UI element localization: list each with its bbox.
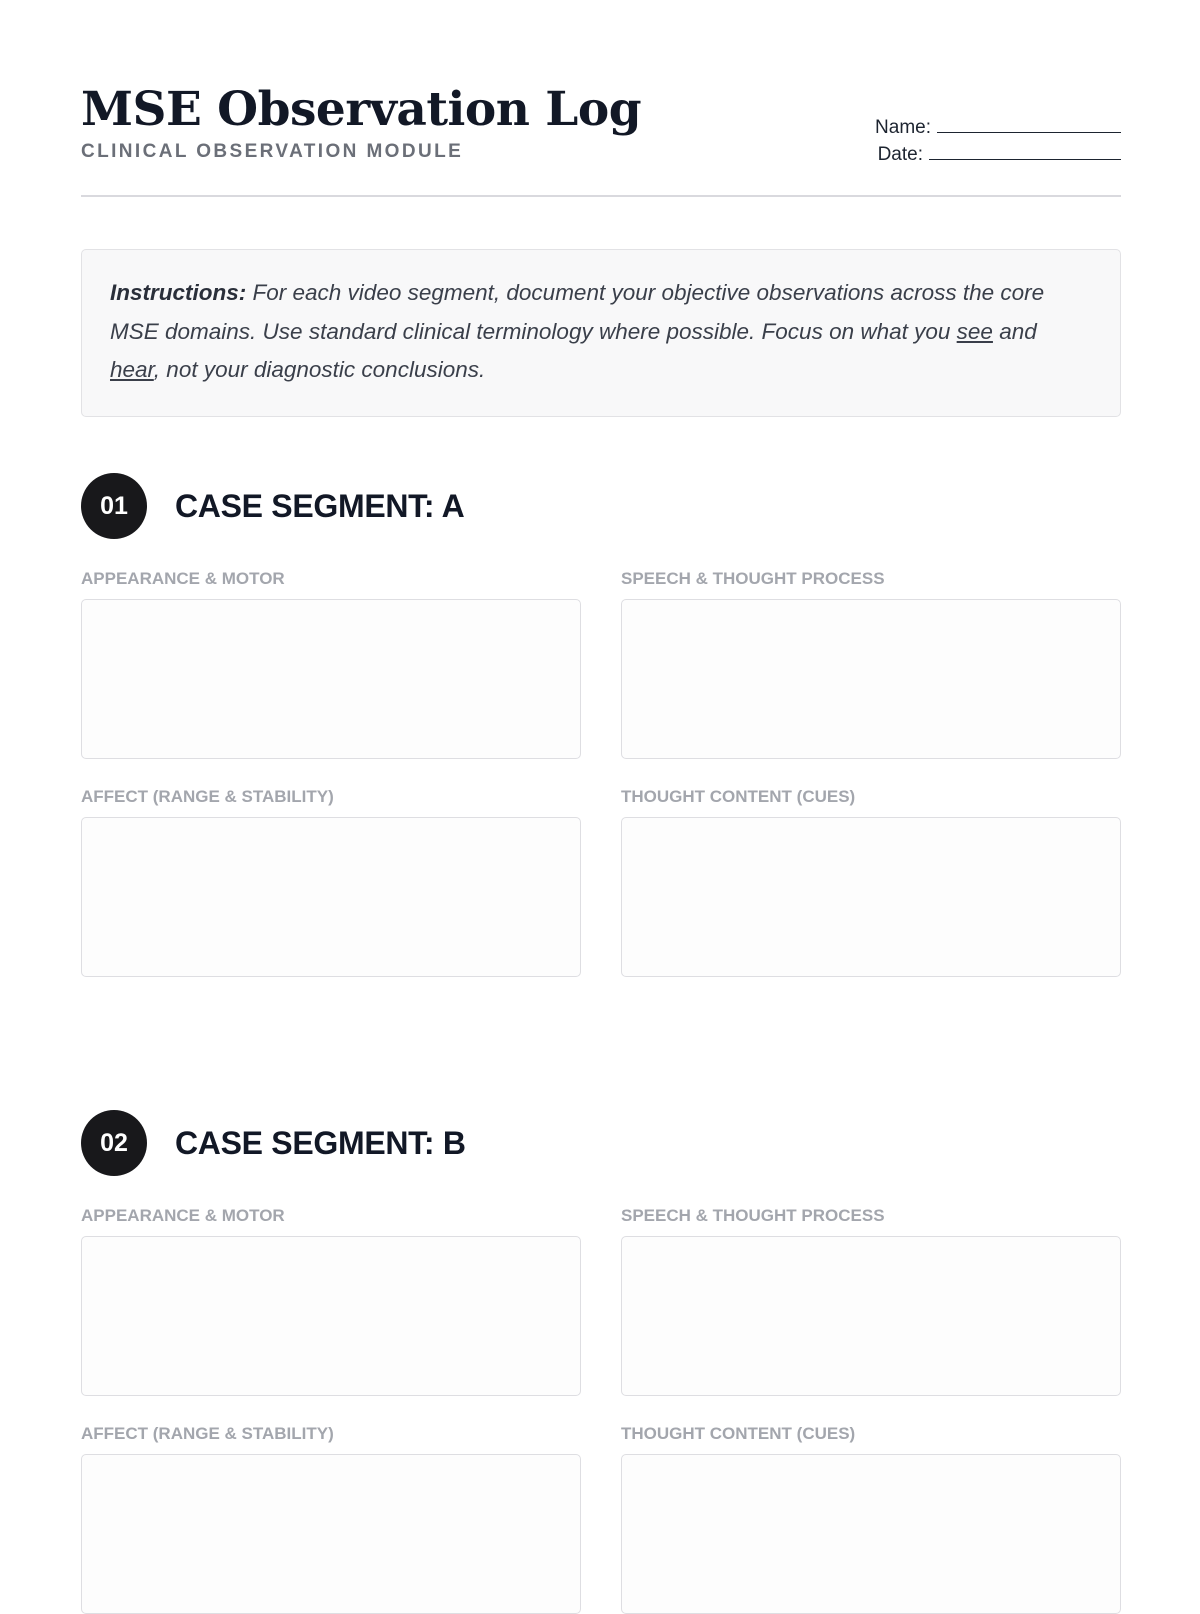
affect-field xyxy=(81,786,581,808)
thought-content-input[interactable] xyxy=(621,817,1121,977)
worksheet-page xyxy=(81,0,1121,1443)
appearance-motor-input[interactable] xyxy=(81,599,581,759)
field-label: THOUGHT CONTENT (CUES) xyxy=(621,1424,856,1443)
instructions-text-2: and xyxy=(992,318,1037,344)
name-row xyxy=(875,114,1121,141)
instructions-lead: Instructions: xyxy=(110,280,247,305)
page-title: MSE Observation Log xyxy=(81,82,642,137)
affect-input[interactable] xyxy=(81,817,581,977)
segment-number-badge: 02 xyxy=(81,1110,147,1176)
field-label: AFFECT (RANGE & STABILITY) xyxy=(81,787,334,806)
name-label: Name: xyxy=(875,117,931,138)
instructions-text-1: For each video segment, document your objective observations across the core MSE domains. Use standard clinical terminology where possible. Focus on what you xyxy=(110,280,1045,344)
speech-thought-process-input[interactable] xyxy=(621,599,1121,759)
field-label: SPEECH & THOUGHT PROCESS xyxy=(621,569,885,588)
appearance-motor-field xyxy=(81,1205,581,1227)
case-segment-b xyxy=(81,1110,1121,1443)
segment-number-badge: 01 xyxy=(81,473,147,539)
page-header xyxy=(81,0,1121,197)
instructions-text-3: , not your diagnostic conclusions. xyxy=(153,357,486,382)
field-label: THOUGHT CONTENT (CUES) xyxy=(621,787,856,806)
instructions-see: see xyxy=(956,318,993,344)
instructions-box xyxy=(81,249,1121,417)
speech-thought-process-input[interactable] xyxy=(621,1236,1121,1396)
date-label: Date: xyxy=(877,144,923,165)
date-blank-line[interactable] xyxy=(929,142,1121,160)
affect-input[interactable] xyxy=(81,1454,581,1614)
instructions-hear: hear xyxy=(110,357,154,382)
meta-fields xyxy=(875,114,1121,168)
case-segment-a xyxy=(81,473,1121,806)
field-label: SPEECH & THOUGHT PROCESS xyxy=(621,1206,885,1225)
thought-content-field xyxy=(621,786,1121,808)
segment-header xyxy=(81,1110,1121,1176)
field-label: AFFECT (RANGE & STABILITY) xyxy=(81,1424,334,1443)
thought-content-field xyxy=(621,1423,1121,1445)
affect-field xyxy=(81,1423,581,1445)
segment-title: CASE SEGMENT: B xyxy=(175,1125,466,1161)
name-blank-line[interactable] xyxy=(937,115,1121,133)
segment-header xyxy=(81,473,1121,539)
date-row xyxy=(875,141,1121,168)
field-label: APPEARANCE & MOTOR xyxy=(81,1206,285,1225)
page-subtitle: CLINICAL OBSERVATION MODULE xyxy=(81,141,464,162)
thought-content-input[interactable] xyxy=(621,1454,1121,1614)
field-label: APPEARANCE & MOTOR xyxy=(81,569,285,588)
speech-thought-process-field xyxy=(621,1205,1121,1227)
appearance-motor-field xyxy=(81,568,581,590)
appearance-motor-input[interactable] xyxy=(81,1236,581,1396)
segment-title: CASE SEGMENT: A xyxy=(175,488,465,524)
speech-thought-process-field xyxy=(621,568,1121,590)
